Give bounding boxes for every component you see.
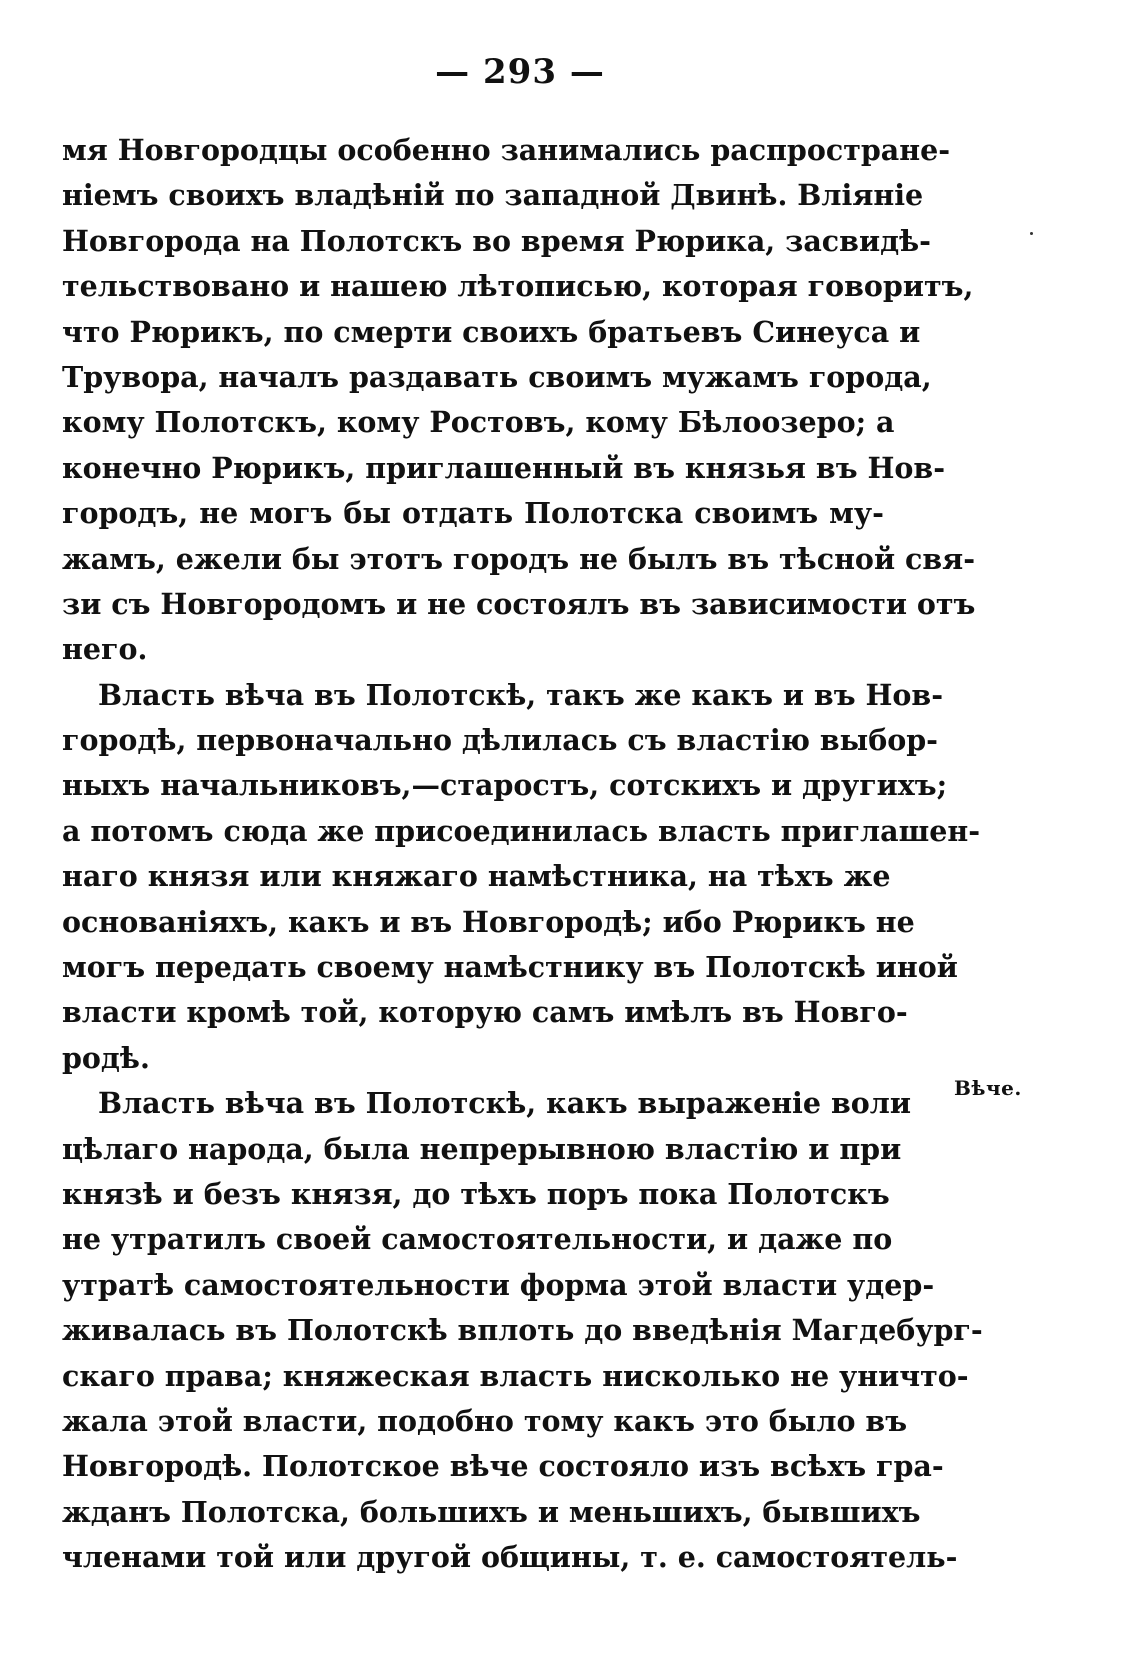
text-line: тельствовано и нашею лѣтописью, которая говоритъ, xyxy=(62,269,974,304)
text-line: кому Полотскъ, кому Ростовъ, кому Бѣлоозеро; а xyxy=(62,405,895,440)
text-line: что Рюрикъ, по смерти своихъ братьевъ Синеуса и xyxy=(62,314,921,349)
text-line: Власть вѣча въ Полотскѣ, такъ же какъ и въ Нов- xyxy=(98,677,944,712)
body-text xyxy=(62,128,983,1581)
text-line: не утратилъ своей самостоятельности, и даже по xyxy=(62,1222,893,1257)
page-number: — 293 — xyxy=(435,52,605,92)
text-line: жамъ, ежели бы этотъ городъ не былъ въ тѣсной свя- xyxy=(62,541,976,576)
text-line: Власть вѣча въ Полотскѣ, какъ выраженіе воли xyxy=(98,1086,911,1121)
text-line: городъ, не могъ бы отдать Полотска своимъ му- xyxy=(62,496,884,531)
text-line: ныхъ начальниковъ,—старостъ, сотскихъ и другихъ; xyxy=(62,768,948,803)
text-line: членами той или другой общины, т. е. самостоятель- xyxy=(62,1540,958,1575)
text-line: него. xyxy=(62,632,148,667)
text-line: Трувора, началъ раздавать своимъ мужамъ города, xyxy=(62,359,932,394)
margin-speck xyxy=(1030,232,1033,235)
text-line: наго князя или княжаго намѣстника, на тѣхъ же xyxy=(62,859,891,894)
text-line: городѣ, первоначально дѣлилась съ властію выбор- xyxy=(62,723,938,758)
text-line: а потомъ сюда же присоединилась власть приглашен- xyxy=(62,813,981,848)
text-line: конечно Рюрикъ, приглашенный въ князья въ Нов- xyxy=(62,450,946,485)
text-line: могъ передать своему намѣстнику въ Полотскѣ иной xyxy=(62,950,958,985)
text-line: Новгорода на Полотскъ во время Рюрика, засвидѣ- xyxy=(62,223,931,258)
paragraph-1 xyxy=(62,128,976,673)
paragraph-3 xyxy=(62,1081,983,1580)
text-line: власти кромѣ той, которую самъ имѣлъ въ Новго- xyxy=(62,995,908,1030)
text-line: цѣлаго народа, была непрерывною властію и при xyxy=(62,1131,902,1166)
text-line: князѣ и безъ князя, до тѣхъ поръ пока Полотскъ xyxy=(62,1176,890,1211)
text-line: основаніяхъ, какъ и въ Новгородѣ; ибо Рюрикъ не xyxy=(62,904,915,939)
text-line: Новгородѣ. Полотское вѣче состояло изъ всѣхъ гра- xyxy=(62,1449,944,1484)
paragraph-2 xyxy=(62,673,981,1082)
text-line: родѣ. xyxy=(62,1040,150,1075)
text-line: утратѣ самостоятельности форма этой власти удер- xyxy=(62,1267,935,1302)
text-line: живалась въ Полотскѣ вплоть до введѣнія Магдебург- xyxy=(62,1313,983,1348)
text-line: жданъ Полотска, большихъ и меньшихъ, бывшихъ xyxy=(62,1494,921,1529)
text-line: ніемъ своихъ владѣній по западной Двинѣ. Вліяніе xyxy=(62,178,924,213)
text-line: мя Новгородцы особенно занимались распростране- xyxy=(62,133,951,167)
text-line: зи съ Новгородомъ и не состоялъ въ зависимости отъ xyxy=(62,586,976,621)
text-line: жала этой власти, подобно тому какъ это было въ xyxy=(62,1403,908,1438)
text-line: скаго права; княжеская власть нисколько не уничто- xyxy=(62,1358,969,1393)
margin-note: Вѣче. xyxy=(954,1076,1022,1100)
